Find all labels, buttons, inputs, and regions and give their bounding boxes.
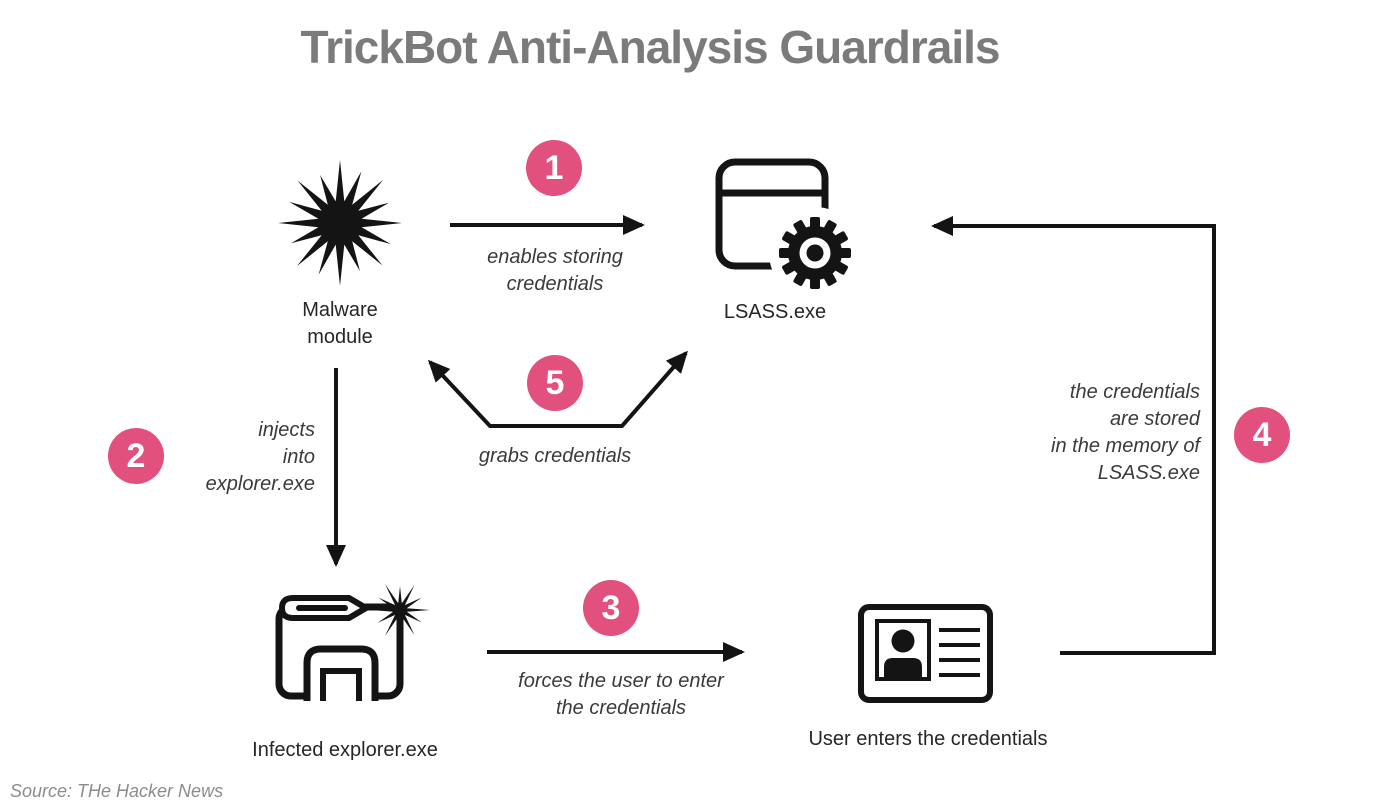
- id-card-icon: [861, 607, 990, 700]
- malware-module-label: Malware module: [302, 299, 378, 348]
- infection-burst-icon: [371, 584, 430, 636]
- lsass-label: LSASS.exe: [723, 301, 827, 323]
- step-badge-5: 5: [527, 355, 583, 411]
- step5-caption: grabs credentials: [478, 445, 632, 467]
- source-attribution: Source: THe Hacker News: [10, 781, 224, 801]
- step2-caption: injects into explorer.exe: [205, 419, 315, 495]
- step-badge-3: 3: [583, 580, 639, 636]
- infected-explorer-label: Infected explorer.exe: [252, 739, 438, 761]
- page-title: TrickBot Anti-Analysis Guardrails: [300, 21, 1000, 73]
- step1-caption: enables storing credentials: [487, 246, 623, 295]
- step3-caption: forces the user to enter the credentials: [518, 670, 724, 719]
- step-badge-1: 1: [526, 140, 582, 196]
- infected-folder-icon: [279, 584, 430, 701]
- step-badge-2: 2: [108, 428, 164, 484]
- user-credentials-label: User enters the credentials: [808, 728, 1048, 750]
- window-gear-icon: [719, 162, 861, 299]
- step4-caption: the credentials are stored in the memory of LSASS.exe: [1051, 381, 1200, 484]
- step-badge-4: 4: [1234, 407, 1290, 463]
- virus-burst-icon: [278, 160, 402, 286]
